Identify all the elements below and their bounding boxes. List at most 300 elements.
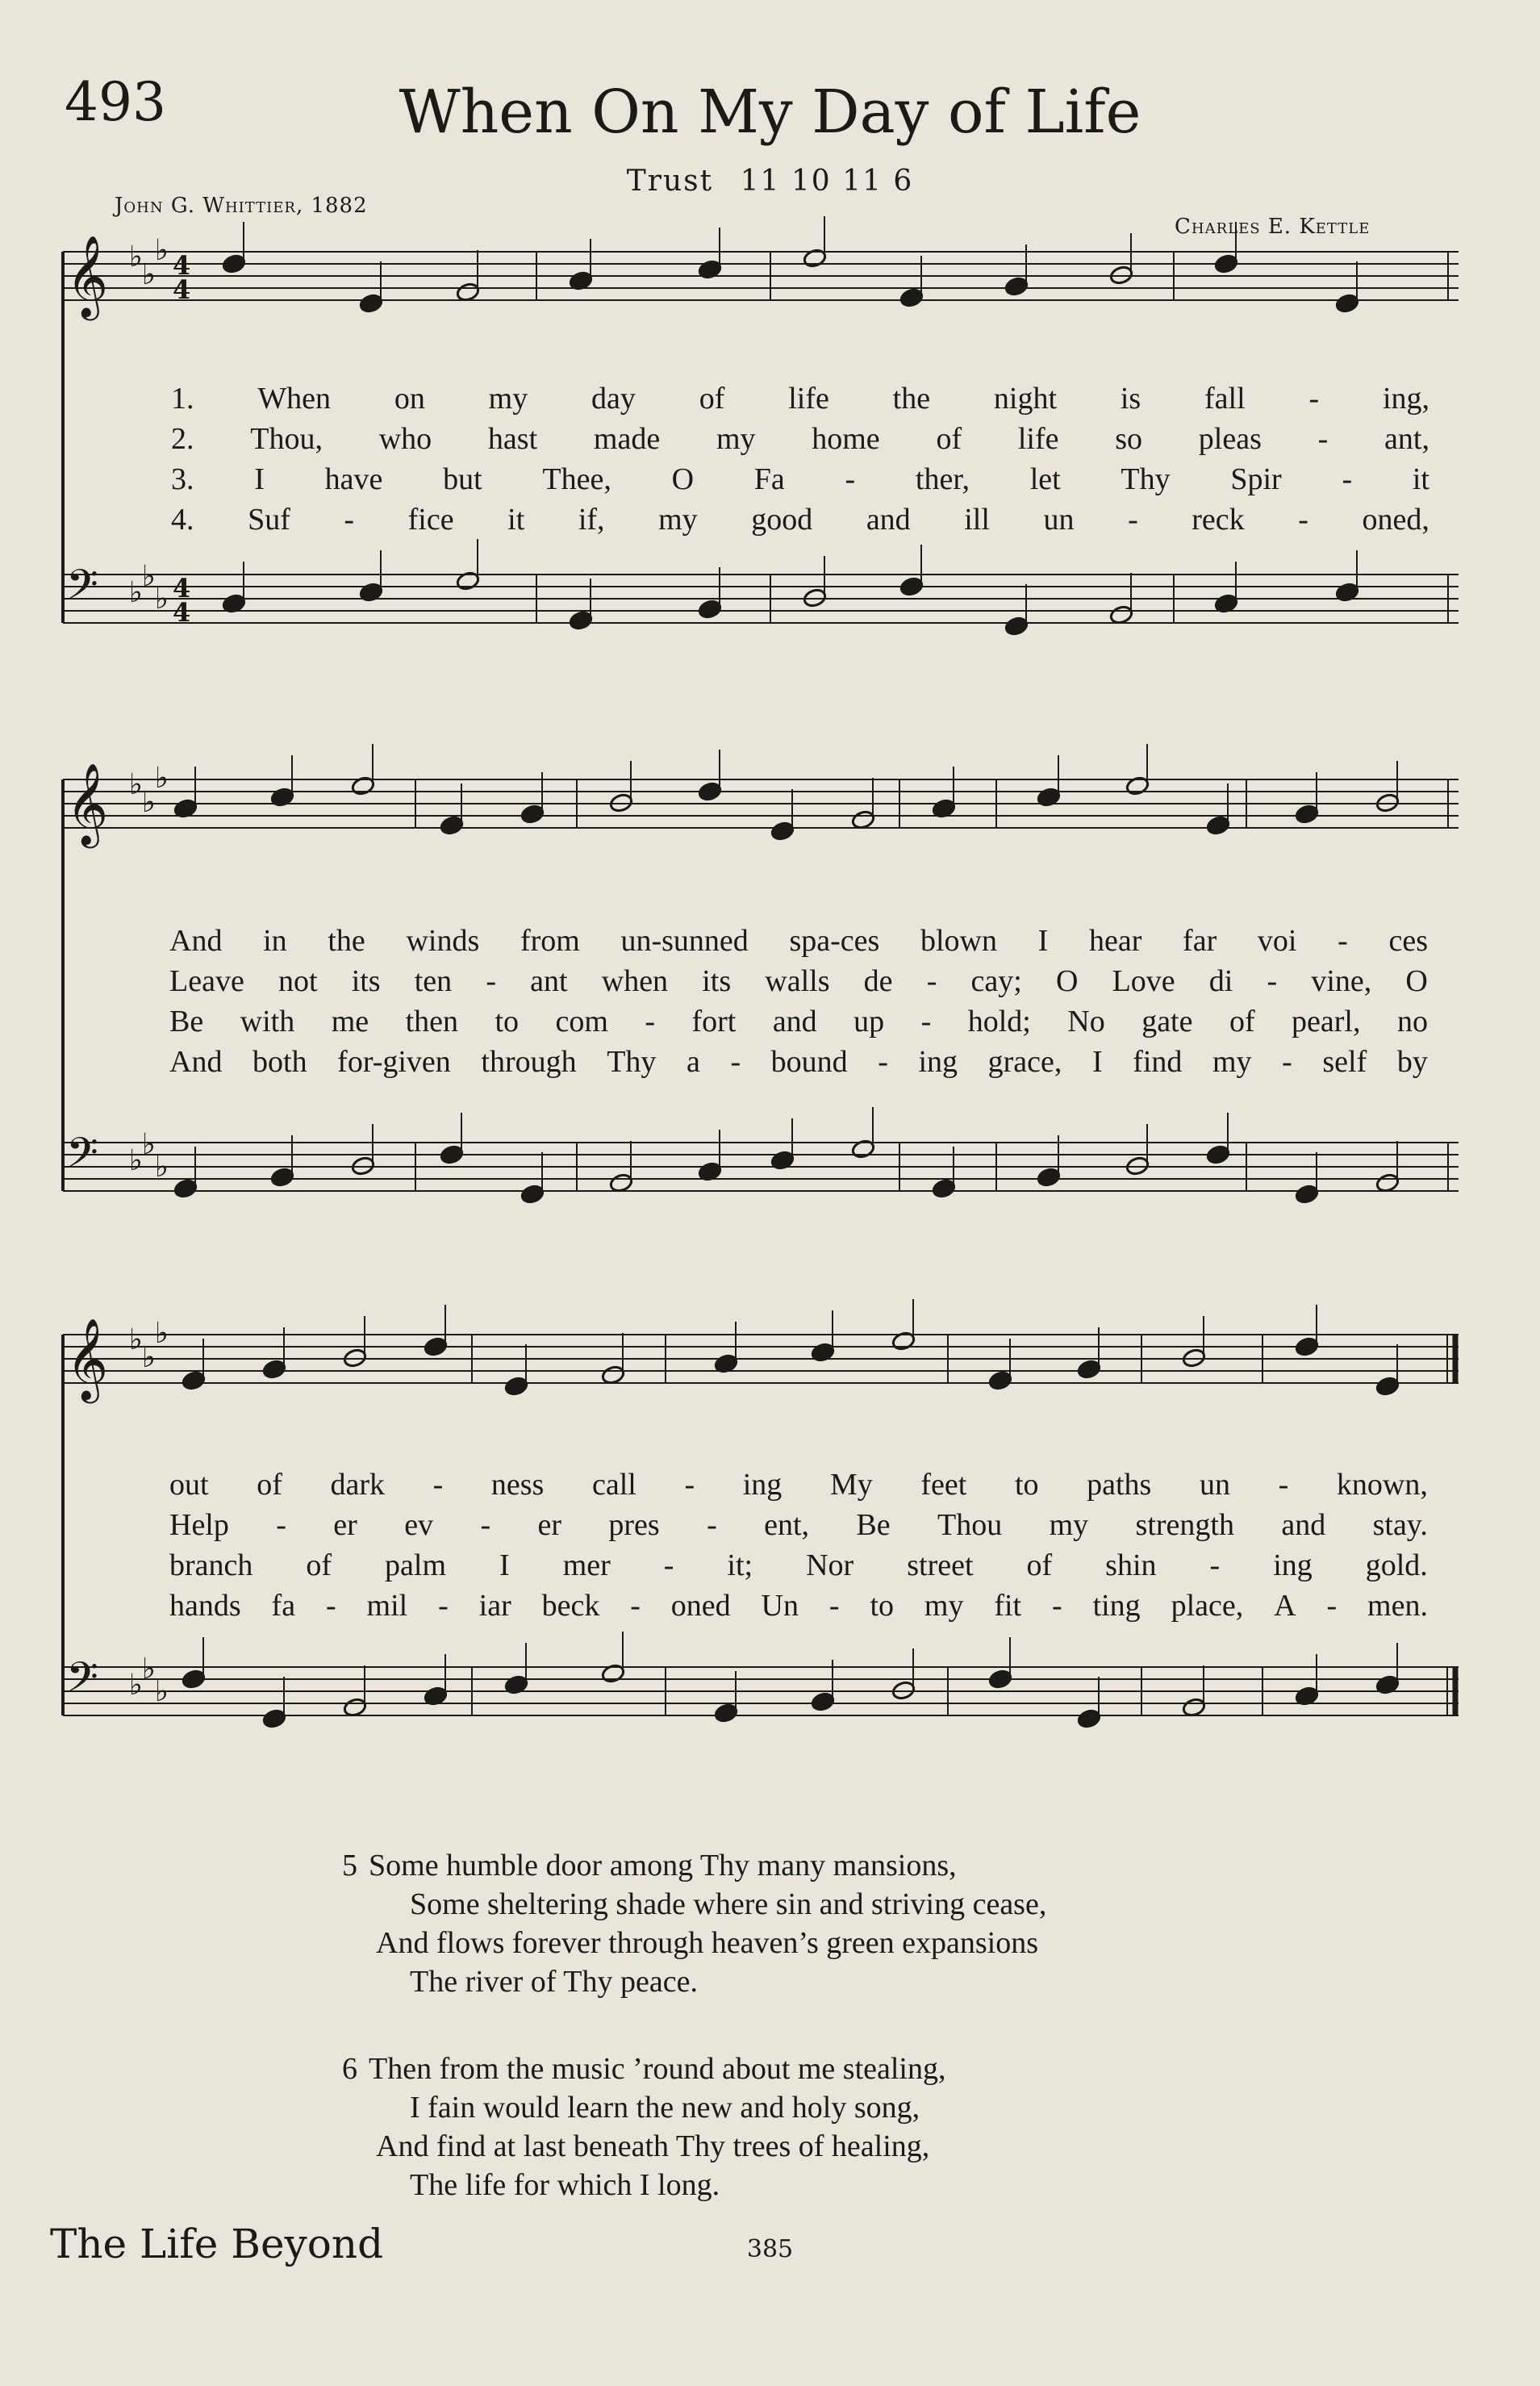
lyric-syllable: gate xyxy=(1141,1005,1193,1038)
hymn-number: 493 xyxy=(65,71,166,133)
note-head xyxy=(222,253,247,274)
lyric-syllable: Fa xyxy=(753,462,785,496)
note-head xyxy=(601,1663,626,1684)
lyric-syllable: it xyxy=(507,503,525,537)
lyric-syllable: palm xyxy=(385,1548,447,1582)
lyric-syllable: hands xyxy=(169,1589,241,1623)
note-head xyxy=(1375,1376,1400,1397)
note-head xyxy=(1295,1336,1320,1357)
note-head xyxy=(899,576,924,597)
lyric-syllable: Love xyxy=(1112,964,1175,998)
lyric-syllable: bound xyxy=(770,1045,848,1079)
lyric-syllable: of xyxy=(1229,1005,1255,1038)
lyric-syllable: - xyxy=(1326,1589,1338,1623)
lyric-syllable: on xyxy=(394,382,425,416)
lyric-syllable: - xyxy=(730,1045,741,1079)
lyric-syllable: - xyxy=(707,1508,717,1542)
lyric-syllable: - xyxy=(684,1468,695,1502)
note-head xyxy=(899,287,924,308)
lyric-syllable: its xyxy=(351,964,381,998)
note-head xyxy=(1206,1144,1231,1165)
lyric-syllable: pres xyxy=(608,1508,660,1542)
flat-icon: ♭ xyxy=(142,1653,156,1686)
lyric-syllable: my xyxy=(1049,1508,1089,1542)
note-head xyxy=(932,1178,957,1199)
lyric-syllable: call xyxy=(591,1468,636,1502)
lyric-syllable: un-sunned xyxy=(620,924,749,958)
flat-icon: ♭ xyxy=(129,1144,143,1177)
tune-name: Trust xyxy=(626,165,714,198)
lyric-syllable: me xyxy=(331,1005,369,1038)
verse-text: The life for which I long. xyxy=(410,2168,720,2202)
lyric-syllable: and xyxy=(772,1005,817,1038)
lyric-syllable: of xyxy=(306,1548,332,1582)
verse-text: The river of Thy peace. xyxy=(410,1965,698,1999)
lyric-line xyxy=(169,1044,1428,1080)
lyric-syllable: oned, xyxy=(1362,503,1429,537)
verse-line xyxy=(376,2129,929,2164)
note-head xyxy=(270,787,295,808)
note-head xyxy=(520,1184,545,1205)
flat-icon: ♭ xyxy=(142,1341,156,1374)
lyric-syllable: ther, xyxy=(915,462,970,496)
treble-clef-icon: 𝄞 xyxy=(66,762,109,845)
lyric-syllable: branch xyxy=(169,1548,253,1582)
note-head xyxy=(698,599,723,620)
note-head xyxy=(1375,1674,1400,1695)
note-head xyxy=(504,1674,529,1695)
lyric-line xyxy=(169,1467,1428,1502)
lyric-syllable: shin xyxy=(1105,1548,1157,1582)
lyric-syllable: - xyxy=(438,1589,449,1623)
lyric-syllable: street xyxy=(907,1548,974,1582)
verse-text: And find at last beneath Thy trees of healing, xyxy=(376,2129,930,2163)
lyric-line xyxy=(171,381,1429,416)
lyric-line xyxy=(169,1507,1428,1543)
lyric-syllable: up xyxy=(853,1005,885,1038)
lyric-syllable: di xyxy=(1208,964,1233,998)
treble-clef-icon: 𝄞 xyxy=(66,234,109,317)
lyric-syllable: pearl, xyxy=(1292,1005,1361,1038)
note-head xyxy=(1335,582,1360,603)
lyric-syllable: fice xyxy=(407,503,454,537)
lyric-syllable: to xyxy=(1014,1468,1039,1502)
note-head xyxy=(988,1370,1013,1391)
lyric-syllable: Suf xyxy=(248,503,290,537)
lyric-syllable: gold. xyxy=(1365,1548,1428,1582)
lyric-syllable: - xyxy=(1267,964,1278,998)
flat-icon: ♭ xyxy=(129,1669,143,1702)
lyric-syllable: ent, xyxy=(764,1508,810,1542)
lyric-syllable: And xyxy=(169,1045,223,1079)
lyric-syllable: - xyxy=(645,1005,656,1038)
lyric-syllable: the xyxy=(328,924,365,958)
lyric-syllable: O xyxy=(671,462,695,496)
lyric-syllable: grace, xyxy=(987,1045,1062,1079)
lyric-line xyxy=(171,421,1429,457)
lyric-syllable: - xyxy=(926,964,937,998)
lyric-syllable: to xyxy=(870,1589,894,1623)
lyric-syllable: with xyxy=(240,1005,295,1038)
lyric-syllable: home xyxy=(812,422,880,456)
lyric-syllable: known, xyxy=(1336,1468,1428,1502)
lyric-syllable: but xyxy=(443,462,482,496)
verse-line xyxy=(342,1848,957,1883)
lyric-syllable: and xyxy=(1281,1508,1326,1542)
lyric-syllable: my xyxy=(488,382,528,416)
lyric-syllable: ing xyxy=(918,1045,958,1079)
note-head xyxy=(270,1167,295,1188)
lyric-syllable: not xyxy=(278,964,318,998)
lyric-syllable: I xyxy=(1091,1045,1103,1079)
lyric-syllable: hold; xyxy=(967,1005,1031,1038)
bass-clef-icon: 𝄢 xyxy=(66,1653,98,1711)
flat-icon: ♭ xyxy=(129,240,143,274)
time-signature-digit: 4 xyxy=(173,274,191,305)
lyric-syllable: - xyxy=(480,1508,491,1542)
tune-meter: 11 10 11 6 xyxy=(740,165,914,198)
author-credit: John G. Whittier, 1882 xyxy=(115,194,368,218)
lyric-syllable: - xyxy=(432,1468,444,1502)
lyric-syllable: find xyxy=(1133,1045,1183,1079)
lyric-syllable: O xyxy=(1055,964,1079,998)
lyric-syllable: dark xyxy=(330,1468,385,1502)
lyric-syllable: Thou xyxy=(937,1508,1003,1542)
flat-icon: ♭ xyxy=(129,768,143,801)
lyric-syllable: it; xyxy=(727,1548,753,1582)
lyric-syllable: un xyxy=(1199,1468,1230,1502)
flat-icon: ♭ xyxy=(155,762,169,795)
lyric-syllable: my xyxy=(716,422,756,456)
lyric-syllable: oned xyxy=(670,1589,731,1623)
lyric-syllable: a xyxy=(686,1045,700,1079)
note-head xyxy=(424,1336,449,1357)
note-head xyxy=(1295,1184,1320,1205)
lyric-syllable: un xyxy=(1043,503,1075,537)
lyric-syllable: I xyxy=(499,1548,510,1582)
lyric-syllable: - xyxy=(1052,1589,1062,1623)
lyric-syllable: I xyxy=(1037,924,1049,958)
flat-icon: ♭ xyxy=(129,576,143,609)
note-head xyxy=(504,1376,529,1397)
verse-text: I fain would learn the new and holy song, xyxy=(410,2091,920,2125)
stanza-number: 6 xyxy=(342,2052,357,2086)
lyric-syllable: Thy xyxy=(607,1045,657,1079)
lyric-syllable: from xyxy=(520,924,580,958)
note-head xyxy=(1037,787,1062,808)
time-signature-digit: 4 xyxy=(173,597,191,628)
lyric-syllable: for-given xyxy=(337,1045,451,1079)
note-head xyxy=(182,1669,207,1690)
note-head xyxy=(1206,815,1231,836)
lyric-syllable: - xyxy=(325,1589,336,1623)
lyric-syllable: voi xyxy=(1257,924,1297,958)
lyric-syllable: when xyxy=(601,964,669,998)
lyric-syllable: mil xyxy=(366,1589,408,1623)
lyric-syllable: Thee, xyxy=(542,462,611,496)
lyric-syllable: ces xyxy=(1388,924,1428,958)
lyric-syllable: who xyxy=(378,422,432,456)
hymn-title: When On My Day of Life xyxy=(399,77,1141,147)
flat-icon: ♭ xyxy=(155,1317,169,1350)
lyric-syllable: hast xyxy=(487,422,538,456)
note-head xyxy=(1335,293,1360,314)
verse-line xyxy=(410,2090,920,2125)
lyric-syllable: - xyxy=(663,1548,674,1582)
lyric-syllable: reck xyxy=(1192,503,1245,537)
lyric-syllable: so xyxy=(1115,422,1143,456)
flat-icon: ♭ xyxy=(155,1151,169,1184)
note-head xyxy=(891,1331,916,1352)
lyric-line xyxy=(169,1588,1428,1623)
lyric-syllable: Leave xyxy=(169,964,244,998)
note-head xyxy=(1037,1167,1062,1188)
lyric-syllable: My xyxy=(829,1468,873,1502)
verse-line xyxy=(342,2051,946,2087)
lyric-syllable: by xyxy=(1396,1045,1428,1079)
note-head xyxy=(1214,253,1239,274)
lyric-syllable: ing xyxy=(1273,1548,1313,1582)
lyric-syllable: let xyxy=(1029,462,1061,496)
lyric-syllable: ing xyxy=(742,1468,783,1502)
lyric-syllable: er xyxy=(537,1508,561,1542)
verse-line xyxy=(410,2167,720,2203)
lyric-syllable: - xyxy=(1128,503,1138,537)
lyric-syllable: - xyxy=(344,503,355,537)
note-head xyxy=(714,1703,739,1724)
lyric-syllable: - xyxy=(845,462,856,496)
lyric-syllable: - xyxy=(1209,1548,1221,1582)
lyric-syllable: Spir xyxy=(1230,462,1282,496)
lyric-syllable: my xyxy=(658,503,698,537)
lyric-syllable: ting xyxy=(1092,1589,1141,1623)
lyric-syllable: to xyxy=(495,1005,520,1038)
verse-line xyxy=(410,1964,698,1999)
note-head xyxy=(262,1708,287,1729)
lyric-syllable: men. xyxy=(1367,1589,1428,1623)
lyric-syllable: of xyxy=(1026,1548,1053,1582)
lyric-syllable: iar xyxy=(478,1589,511,1623)
lyric-syllable: stay. xyxy=(1372,1508,1428,1542)
lyric-syllable: Nor xyxy=(806,1548,854,1582)
lyric-syllable: No xyxy=(1067,1005,1105,1038)
lyric-syllable: of xyxy=(936,422,962,456)
lyric-syllable: Help xyxy=(169,1508,229,1542)
flat-icon: ♭ xyxy=(155,583,169,616)
composer-credit: Charles E. Kettle xyxy=(1175,215,1371,239)
lyric-syllable: fit xyxy=(994,1589,1022,1623)
flat-icon: ♭ xyxy=(142,1128,156,1161)
bass-clef-icon: 𝄢 xyxy=(66,560,98,619)
lyric-syllable: - xyxy=(1308,382,1320,416)
lyric-syllable: and xyxy=(866,503,911,537)
lyric-syllable: far xyxy=(1183,924,1217,958)
note-head xyxy=(569,610,594,631)
lyric-syllable: paths xyxy=(1087,1468,1152,1502)
lyric-syllable: A xyxy=(1274,1589,1296,1623)
note-head xyxy=(173,1178,198,1199)
flat-icon: ♭ xyxy=(142,786,156,819)
lyric-syllable: feet xyxy=(920,1468,967,1502)
verse-text: And flows forever through heaven’s green expansions xyxy=(376,1926,1038,1960)
note-head xyxy=(770,821,795,842)
lyric-syllable: O xyxy=(1405,964,1428,998)
lyric-syllable: blown xyxy=(920,924,997,958)
note-head xyxy=(1077,1359,1102,1380)
lyric-syllable: ness xyxy=(490,1468,545,1502)
stanza-number: 5 xyxy=(342,1849,357,1882)
lyric-syllable: Be xyxy=(856,1508,891,1542)
lyric-syllable: is xyxy=(1120,382,1141,416)
lyric-syllable: - xyxy=(920,1005,932,1038)
page-number: 385 xyxy=(746,2235,794,2263)
note-head xyxy=(698,259,723,280)
lyric-syllable: through xyxy=(481,1045,577,1079)
note-head xyxy=(359,293,384,314)
lyric-syllable: I xyxy=(254,462,265,496)
lyric-syllable: - xyxy=(1317,422,1329,456)
note-head xyxy=(1004,276,1029,297)
lyric-syllable: spa-ces xyxy=(789,924,880,958)
lyric-syllable: of xyxy=(257,1468,282,1502)
flat-icon: ♭ xyxy=(142,258,156,291)
lyric-syllable: ing, xyxy=(1382,382,1429,416)
flat-icon: ♭ xyxy=(142,560,156,593)
lyric-syllable: then xyxy=(405,1005,459,1038)
note-head xyxy=(698,781,723,802)
lyric-syllable: Thy xyxy=(1121,462,1171,496)
lyric-line xyxy=(169,1548,1428,1583)
lyric-line xyxy=(171,502,1429,537)
verse-number: 4. xyxy=(171,503,194,537)
lyric-syllable: ten xyxy=(414,964,453,998)
lyric-syllable: When xyxy=(257,382,332,416)
note-head xyxy=(1125,775,1150,796)
treble-clef-icon: 𝄞 xyxy=(66,1317,109,1400)
time-signature-digit: 4 xyxy=(173,573,191,604)
lyric-syllable: vine, xyxy=(1311,964,1372,998)
verse-text: Then from the music ’round about me stealing, xyxy=(369,2052,946,2086)
lyric-syllable: - xyxy=(276,1508,286,1542)
note-head xyxy=(811,1342,836,1363)
lyric-syllable: er xyxy=(333,1508,357,1542)
lyric-syllable: de xyxy=(863,964,893,998)
bass-clef-icon: 𝄢 xyxy=(66,1128,98,1187)
verse-number: 3. xyxy=(171,462,194,496)
lyric-syllable: cay; xyxy=(970,964,1022,998)
lyric-syllable: it xyxy=(1412,462,1429,496)
lyric-syllable: walls xyxy=(765,964,830,998)
verse-line xyxy=(410,1887,1046,1922)
lyric-syllable: - xyxy=(486,964,496,998)
lyric-syllable: made xyxy=(593,422,661,456)
lyric-syllable: hear xyxy=(1088,924,1142,958)
lyric-line xyxy=(169,1004,1428,1039)
note-head xyxy=(351,775,376,796)
note-head xyxy=(988,1669,1013,1690)
note-head xyxy=(1077,1708,1102,1729)
lyric-syllable: ev xyxy=(404,1508,434,1542)
verse-number: 1. xyxy=(171,382,194,416)
lyric-syllable: my xyxy=(924,1589,964,1623)
lyric-line xyxy=(169,963,1428,999)
note-head xyxy=(262,1359,287,1380)
lyric-syllable: ill xyxy=(964,503,990,537)
note-head xyxy=(182,1370,207,1391)
lyric-syllable: winds xyxy=(406,924,480,958)
lyric-syllable: self xyxy=(1322,1045,1367,1079)
lyric-syllable: beck xyxy=(541,1589,600,1623)
lyric-syllable: life xyxy=(1017,422,1059,456)
note-head xyxy=(803,248,828,269)
note-head xyxy=(1295,804,1320,825)
note-head xyxy=(520,804,545,825)
lyric-syllable: out xyxy=(169,1468,209,1502)
verse-text: Some humble door among Thy many mansions, xyxy=(369,1849,957,1882)
lyric-syllable: com xyxy=(555,1005,608,1038)
flat-icon: ♭ xyxy=(129,1323,143,1356)
lyric-syllable: - xyxy=(828,1589,840,1623)
lyric-syllable: both xyxy=(252,1045,307,1079)
lyric-syllable: - xyxy=(1338,924,1348,958)
verse-line xyxy=(376,1925,1038,1961)
note-head xyxy=(770,1150,795,1171)
verse-number: 2. xyxy=(171,422,194,456)
lyric-syllable: night xyxy=(993,382,1058,416)
lyric-syllable: if, xyxy=(578,503,605,537)
lyric-syllable: And xyxy=(169,924,223,958)
lyric-syllable: Be xyxy=(169,1005,204,1038)
lyric-syllable: day xyxy=(591,382,636,416)
lyric-line xyxy=(169,923,1428,959)
lyric-syllable: - xyxy=(630,1589,641,1623)
lyric-syllable: life xyxy=(788,382,829,416)
lyric-syllable: - xyxy=(1282,1045,1292,1079)
verse-text: Some sheltering shade where sin and striving cease, xyxy=(410,1887,1047,1921)
lyric-syllable: my xyxy=(1212,1045,1252,1079)
section-title: The Life Beyond xyxy=(50,2221,384,2267)
note-head xyxy=(440,1144,465,1165)
lyric-syllable: fall xyxy=(1204,382,1246,416)
lyric-syllable: place, xyxy=(1171,1589,1244,1623)
time-signature-digit: 4 xyxy=(173,250,191,281)
note-head xyxy=(440,815,465,836)
lyric-syllable: Un xyxy=(761,1589,799,1623)
note-head xyxy=(359,582,384,603)
lyric-syllable: - xyxy=(878,1045,888,1079)
lyric-syllable: ant, xyxy=(1384,422,1429,456)
lyric-syllable: mer xyxy=(562,1548,611,1582)
note-head xyxy=(456,570,481,591)
lyric-syllable: - xyxy=(1342,462,1353,496)
note-head xyxy=(811,1691,836,1712)
lyric-syllable: good xyxy=(751,503,813,537)
lyric-line xyxy=(171,462,1429,497)
flat-icon: ♭ xyxy=(155,1675,169,1708)
lyric-syllable: its xyxy=(702,964,732,998)
lyric-syllable: have xyxy=(324,462,383,496)
lyric-syllable: strength xyxy=(1135,1508,1234,1542)
lyric-syllable: Thou, xyxy=(250,422,323,456)
lyric-syllable: of xyxy=(699,382,725,416)
lyric-syllable: ant xyxy=(530,964,568,998)
lyric-syllable: the xyxy=(892,382,931,416)
lyric-syllable: pleas xyxy=(1198,422,1262,456)
lyric-syllable: - xyxy=(1278,1468,1289,1502)
lyric-syllable: fa xyxy=(271,1589,296,1623)
lyric-syllable: in xyxy=(263,924,287,958)
flat-icon: ♭ xyxy=(155,234,169,267)
